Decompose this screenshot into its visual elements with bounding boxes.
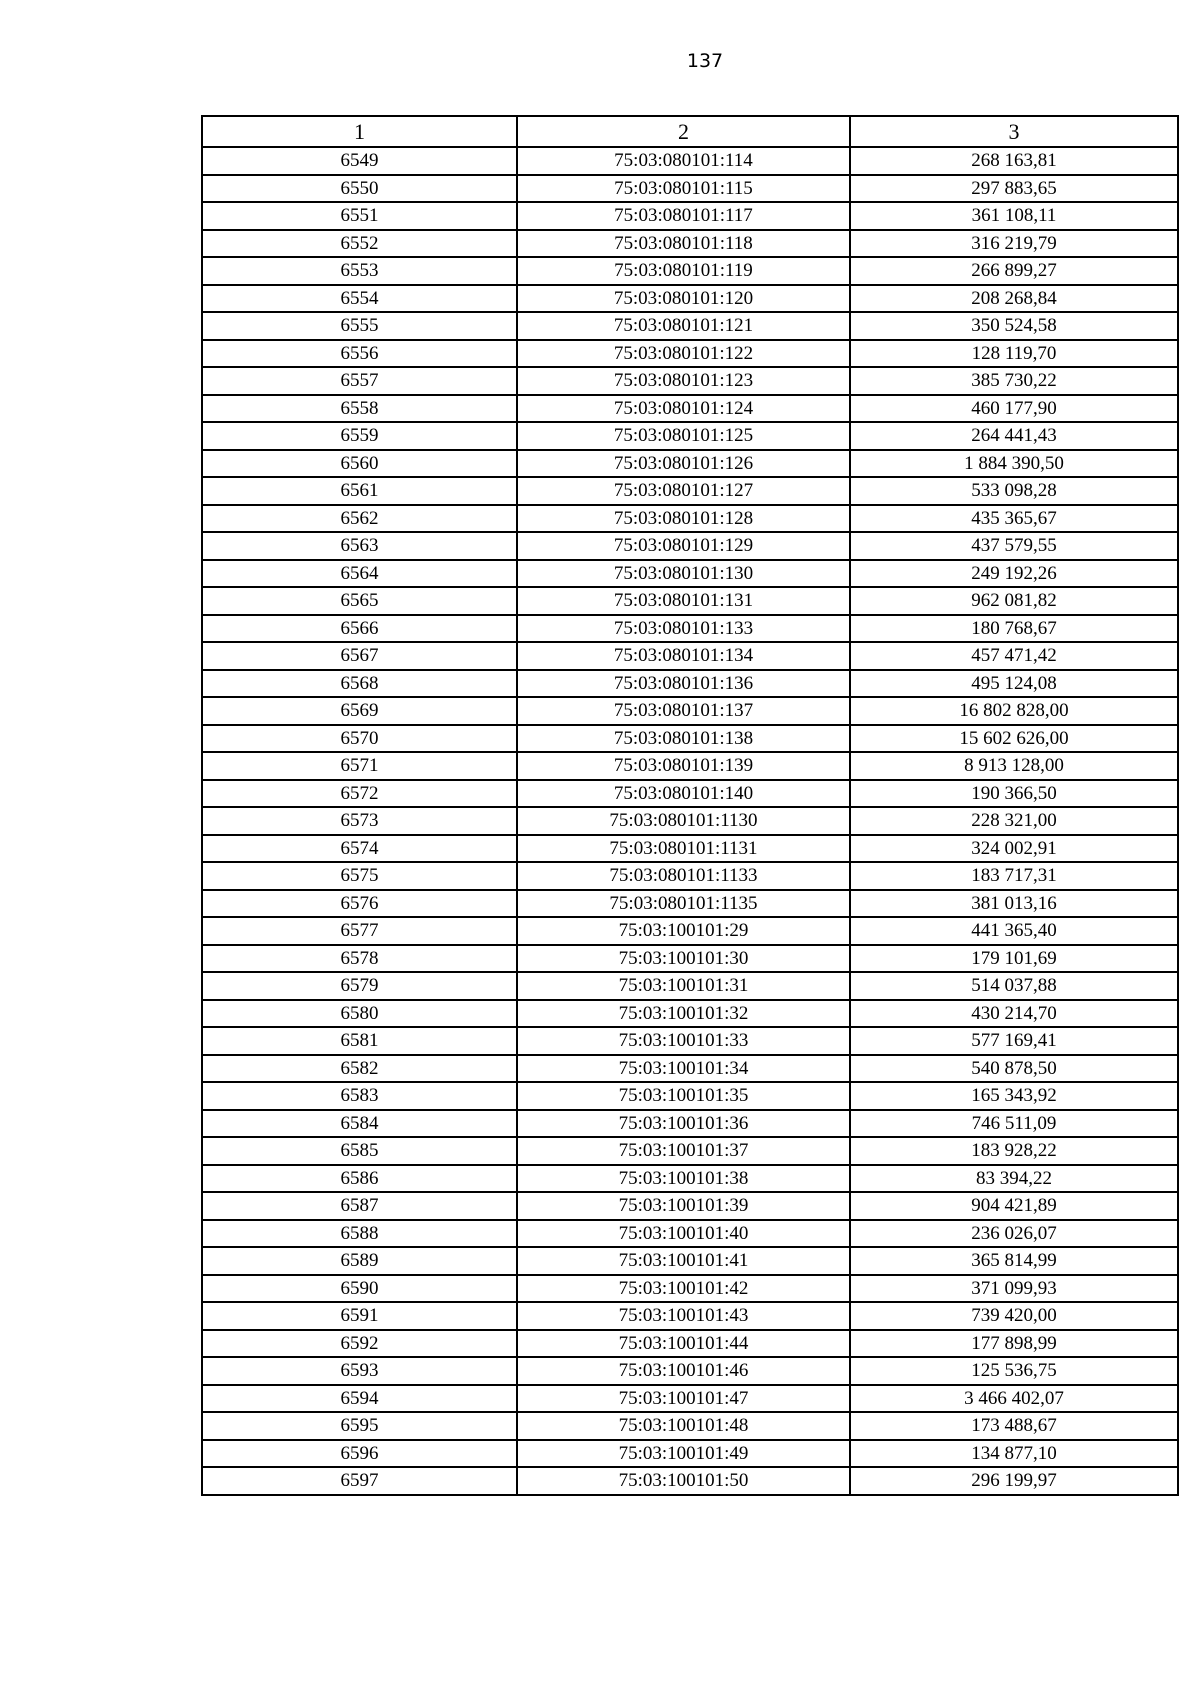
row-number-cell: 6574 <box>202 835 517 863</box>
table-row <box>202 1000 1178 1028</box>
cadastral-number-cell: 75:03:100101:35 <box>517 1082 850 1110</box>
cadastral-value-cell: 441 365,40 <box>850 917 1178 945</box>
cadastral-number-cell: 75:03:100101:42 <box>517 1275 850 1303</box>
row-number-cell: 6583 <box>202 1082 517 1110</box>
table-row <box>202 147 1178 175</box>
cadastral-number-cell: 75:03:080101:1135 <box>517 890 850 918</box>
row-number-cell: 6552 <box>202 230 517 258</box>
cadastral-value-cell: 179 101,69 <box>850 945 1178 973</box>
table-row <box>202 450 1178 478</box>
cadastral-value-cell: 83 394,22 <box>850 1165 1178 1193</box>
cadastral-number-cell: 75:03:100101:38 <box>517 1165 850 1193</box>
row-number-cell: 6571 <box>202 752 517 780</box>
cadastral-number-cell: 75:03:100101:36 <box>517 1110 850 1138</box>
cadastral-number-cell: 75:03:080101:130 <box>517 560 850 588</box>
cadastral-number-cell: 75:03:100101:41 <box>517 1247 850 1275</box>
cadastral-number-cell: 75:03:080101:1133 <box>517 862 850 890</box>
cadastral-number-cell: 75:03:100101:32 <box>517 1000 850 1028</box>
row-number-cell: 6557 <box>202 367 517 395</box>
table-row <box>202 1165 1178 1193</box>
cadastral-number-cell: 75:03:080101:126 <box>517 450 850 478</box>
row-number-cell: 6561 <box>202 477 517 505</box>
table-row <box>202 1385 1178 1413</box>
table-row <box>202 890 1178 918</box>
table-row <box>202 230 1178 258</box>
cadastral-number-cell: 75:03:100101:44 <box>517 1330 850 1358</box>
row-number-cell: 6595 <box>202 1412 517 1440</box>
row-number-cell: 6581 <box>202 1027 517 1055</box>
cadastral-value-cell: 236 026,07 <box>850 1220 1178 1248</box>
row-number-cell: 6580 <box>202 1000 517 1028</box>
cadastral-value-cell: 8 913 128,00 <box>850 752 1178 780</box>
table-row <box>202 1055 1178 1083</box>
cadastral-value-cell: 3 466 402,07 <box>850 1385 1178 1413</box>
cadastral-number-cell: 75:03:100101:48 <box>517 1412 850 1440</box>
cadastral-number-cell: 75:03:100101:29 <box>517 917 850 945</box>
table-row <box>202 1357 1178 1385</box>
cadastral-value-cell: 962 081,82 <box>850 587 1178 615</box>
cadastral-number-cell: 75:03:080101:138 <box>517 725 850 753</box>
table-row <box>202 1275 1178 1303</box>
cadastral-number-cell: 75:03:100101:34 <box>517 1055 850 1083</box>
cadastral-value-cell: 208 268,84 <box>850 285 1178 313</box>
row-number-cell: 6572 <box>202 780 517 808</box>
row-number-cell: 6594 <box>202 1385 517 1413</box>
table-row <box>202 422 1178 450</box>
table-row <box>202 1440 1178 1468</box>
cadastral-value-cell: 457 471,42 <box>850 642 1178 670</box>
row-number-cell: 6582 <box>202 1055 517 1083</box>
cadastral-number-cell: 75:03:080101:122 <box>517 340 850 368</box>
row-number-cell: 6575 <box>202 862 517 890</box>
row-number-cell: 6558 <box>202 395 517 423</box>
cadastral-value-cell: 460 177,90 <box>850 395 1178 423</box>
cadastral-value-cell: 16 802 828,00 <box>850 697 1178 725</box>
row-number-cell: 6584 <box>202 1110 517 1138</box>
column-header-1: 1 <box>202 116 517 147</box>
table-row <box>202 1302 1178 1330</box>
row-number-cell: 6565 <box>202 587 517 615</box>
row-number-cell: 6597 <box>202 1467 517 1495</box>
row-number-cell: 6569 <box>202 697 517 725</box>
table-row <box>202 697 1178 725</box>
cadastral-value-cell: 514 037,88 <box>850 972 1178 1000</box>
cadastral-number-cell: 75:03:080101:117 <box>517 202 850 230</box>
cadastral-number-cell: 75:03:100101:40 <box>517 1220 850 1248</box>
cadastral-number-cell: 75:03:100101:49 <box>517 1440 850 1468</box>
row-number-cell: 6556 <box>202 340 517 368</box>
cadastral-number-cell: 75:03:080101:136 <box>517 670 850 698</box>
cadastral-value-cell: 180 768,67 <box>850 615 1178 643</box>
row-number-cell: 6578 <box>202 945 517 973</box>
row-number-cell: 6592 <box>202 1330 517 1358</box>
row-number-cell: 6550 <box>202 175 517 203</box>
cadastral-value-cell: 128 119,70 <box>850 340 1178 368</box>
page-number: 137 <box>686 50 724 72</box>
cadastral-value-cell: 746 511,09 <box>850 1110 1178 1138</box>
cadastral-number-cell: 75:03:100101:50 <box>517 1467 850 1495</box>
cadastral-value-cell: 183 717,31 <box>850 862 1178 890</box>
row-number-cell: 6593 <box>202 1357 517 1385</box>
cadastral-number-cell: 75:03:080101:125 <box>517 422 850 450</box>
cadastral-value-cell: 437 579,55 <box>850 532 1178 560</box>
table-row <box>202 340 1178 368</box>
table-row <box>202 257 1178 285</box>
cadastral-number-cell: 75:03:080101:137 <box>517 697 850 725</box>
table-row <box>202 175 1178 203</box>
row-number-cell: 6588 <box>202 1220 517 1248</box>
table-row <box>202 807 1178 835</box>
table-row <box>202 1247 1178 1275</box>
cadastral-number-cell: 75:03:080101:115 <box>517 175 850 203</box>
cadastral-value-cell: 533 098,28 <box>850 477 1178 505</box>
row-number-cell: 6562 <box>202 505 517 533</box>
table-row <box>202 395 1178 423</box>
cadastral-value-cell: 190 366,50 <box>850 780 1178 808</box>
row-number-cell: 6590 <box>202 1275 517 1303</box>
cadastral-number-cell: 75:03:080101:119 <box>517 257 850 285</box>
header-row <box>202 116 1178 147</box>
cadastral-number-cell: 75:03:100101:46 <box>517 1357 850 1385</box>
cadastral-number-cell: 75:03:080101:129 <box>517 532 850 560</box>
row-number-cell: 6566 <box>202 615 517 643</box>
cadastral-number-cell: 75:03:080101:120 <box>517 285 850 313</box>
row-number-cell: 6564 <box>202 560 517 588</box>
cadastral-value-cell: 739 420,00 <box>850 1302 1178 1330</box>
row-number-cell: 6585 <box>202 1137 517 1165</box>
cadastral-number-cell: 75:03:080101:1130 <box>517 807 850 835</box>
cadastral-number-cell: 75:03:100101:39 <box>517 1192 850 1220</box>
table-row <box>202 312 1178 340</box>
table-row <box>202 1330 1178 1358</box>
row-number-cell: 6576 <box>202 890 517 918</box>
table-row <box>202 917 1178 945</box>
row-number-cell: 6570 <box>202 725 517 753</box>
cadastral-value-cell: 577 169,41 <box>850 1027 1178 1055</box>
cadastral-value-cell: 1 884 390,50 <box>850 450 1178 478</box>
cadastral-value-cell: 316 219,79 <box>850 230 1178 258</box>
table-row <box>202 1082 1178 1110</box>
cadastral-value-cell: 134 877,10 <box>850 1440 1178 1468</box>
row-number-cell: 6563 <box>202 532 517 560</box>
table-row <box>202 285 1178 313</box>
table-row <box>202 1137 1178 1165</box>
cadastral-value-cell: 371 099,93 <box>850 1275 1178 1303</box>
table-row <box>202 1412 1178 1440</box>
table-row <box>202 587 1178 615</box>
table-row <box>202 725 1178 753</box>
cadastral-value-cell: 350 524,58 <box>850 312 1178 340</box>
cadastral-value-cell: 435 365,67 <box>850 505 1178 533</box>
row-number-cell: 6579 <box>202 972 517 1000</box>
cadastral-number-cell: 75:03:100101:43 <box>517 1302 850 1330</box>
cadastral-value-cell: 381 013,16 <box>850 890 1178 918</box>
cadastral-number-cell: 75:03:080101:114 <box>517 147 850 175</box>
cadastral-number-cell: 75:03:080101:118 <box>517 230 850 258</box>
cadastral-number-cell: 75:03:100101:33 <box>517 1027 850 1055</box>
cadastral-number-cell: 75:03:100101:47 <box>517 1385 850 1413</box>
row-number-cell: 6568 <box>202 670 517 698</box>
table-row <box>202 532 1178 560</box>
cadastral-number-cell: 75:03:080101:131 <box>517 587 850 615</box>
cadastral-number-cell: 75:03:080101:1131 <box>517 835 850 863</box>
table-row <box>202 972 1178 1000</box>
row-number-cell: 6577 <box>202 917 517 945</box>
cadastral-value-cell: 540 878,50 <box>850 1055 1178 1083</box>
row-number-cell: 6560 <box>202 450 517 478</box>
cadastral-value-cell: 266 899,27 <box>850 257 1178 285</box>
cadastral-number-cell: 75:03:100101:31 <box>517 972 850 1000</box>
column-header-2: 2 <box>517 116 850 147</box>
table-row <box>202 1192 1178 1220</box>
table-row <box>202 615 1178 643</box>
cadastral-value-cell: 324 002,91 <box>850 835 1178 863</box>
column-header-3: 3 <box>850 116 1178 147</box>
row-number-cell: 6587 <box>202 1192 517 1220</box>
cadastral-value-cell: 385 730,22 <box>850 367 1178 395</box>
row-number-cell: 6554 <box>202 285 517 313</box>
row-number-cell: 6573 <box>202 807 517 835</box>
table-row <box>202 202 1178 230</box>
row-number-cell: 6553 <box>202 257 517 285</box>
table-row <box>202 560 1178 588</box>
table-row <box>202 1110 1178 1138</box>
row-number-cell: 6551 <box>202 202 517 230</box>
cadastral-value-cell: 249 192,26 <box>850 560 1178 588</box>
row-number-cell: 6549 <box>202 147 517 175</box>
cadastral-value-cell: 173 488,67 <box>850 1412 1178 1440</box>
table-row <box>202 835 1178 863</box>
table-row <box>202 1220 1178 1248</box>
cadastral-value-table <box>201 115 1179 1496</box>
table-row <box>202 642 1178 670</box>
cadastral-value-cell: 495 124,08 <box>850 670 1178 698</box>
table-row <box>202 752 1178 780</box>
cadastral-value-cell: 365 814,99 <box>850 1247 1178 1275</box>
cadastral-number-cell: 75:03:080101:123 <box>517 367 850 395</box>
cadastral-number-cell: 75:03:100101:30 <box>517 945 850 973</box>
table-row <box>202 1467 1178 1495</box>
cadastral-number-cell: 75:03:080101:121 <box>517 312 850 340</box>
table-row <box>202 862 1178 890</box>
cadastral-number-cell: 75:03:080101:127 <box>517 477 850 505</box>
cadastral-value-cell: 430 214,70 <box>850 1000 1178 1028</box>
cadastral-value-cell: 264 441,43 <box>850 422 1178 450</box>
cadastral-value-cell: 296 199,97 <box>850 1467 1178 1495</box>
cadastral-number-cell: 75:03:080101:133 <box>517 615 850 643</box>
cadastral-value-cell: 297 883,65 <box>850 175 1178 203</box>
cadastral-number-cell: 75:03:080101:124 <box>517 395 850 423</box>
cadastral-number-cell: 75:03:080101:128 <box>517 505 850 533</box>
cadastral-value-cell: 183 928,22 <box>850 1137 1178 1165</box>
table-row <box>202 670 1178 698</box>
row-number-cell: 6567 <box>202 642 517 670</box>
row-number-cell: 6555 <box>202 312 517 340</box>
cadastral-value-cell: 268 163,81 <box>850 147 1178 175</box>
table-row <box>202 505 1178 533</box>
table-row <box>202 367 1178 395</box>
cadastral-number-cell: 75:03:080101:134 <box>517 642 850 670</box>
table-row <box>202 780 1178 808</box>
cadastral-value-cell: 165 343,92 <box>850 1082 1178 1110</box>
row-number-cell: 6559 <box>202 422 517 450</box>
table-row <box>202 477 1178 505</box>
table-row <box>202 945 1178 973</box>
row-number-cell: 6586 <box>202 1165 517 1193</box>
row-number-cell: 6591 <box>202 1302 517 1330</box>
cadastral-number-cell: 75:03:100101:37 <box>517 1137 850 1165</box>
cadastral-number-cell: 75:03:080101:139 <box>517 752 850 780</box>
cadastral-value-cell: 904 421,89 <box>850 1192 1178 1220</box>
cadastral-value-cell: 125 536,75 <box>850 1357 1178 1385</box>
row-number-cell: 6589 <box>202 1247 517 1275</box>
table-row <box>202 1027 1178 1055</box>
table-body <box>202 147 1178 1495</box>
cadastral-value-cell: 228 321,00 <box>850 807 1178 835</box>
row-number-cell: 6596 <box>202 1440 517 1468</box>
cadastral-number-cell: 75:03:080101:140 <box>517 780 850 808</box>
table-header <box>202 116 1178 147</box>
cadastral-value-cell: 361 108,11 <box>850 202 1178 230</box>
cadastral-value-cell: 15 602 626,00 <box>850 725 1178 753</box>
cadastral-value-cell: 177 898,99 <box>850 1330 1178 1358</box>
